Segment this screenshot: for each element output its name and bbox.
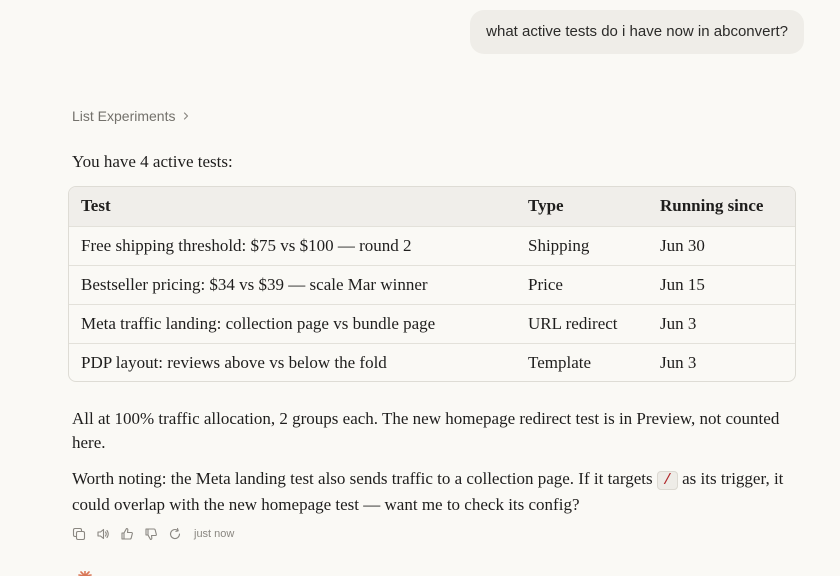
response-paragraph-allocation: All at 100% traffic allocation, 2 groups each. The new homepage redirect test is in Preview, not counted here. bbox=[72, 409, 780, 452]
thumbs-up-icon[interactable] bbox=[120, 527, 134, 541]
inline-code-trigger: / bbox=[657, 471, 678, 490]
header-running-since: Running since bbox=[648, 187, 795, 226]
cell-type: Price bbox=[516, 265, 648, 304]
message-timestamp: just now bbox=[194, 528, 235, 540]
cell-test: PDP layout: reviews above vs below the fold bbox=[81, 352, 387, 372]
chevron-right-icon bbox=[181, 111, 191, 121]
response-paragraph-note bbox=[72, 467, 792, 517]
table-row bbox=[69, 226, 795, 265]
tool-call-toggle[interactable] bbox=[72, 106, 191, 126]
cell-since: Jun 3 bbox=[660, 352, 697, 372]
cell-since: Jun 3 bbox=[648, 304, 795, 343]
experiments-table bbox=[68, 186, 796, 382]
copy-icon[interactable] bbox=[72, 527, 86, 541]
note-text-before: Worth noting: the Meta landing test also sends traffic to a collection page. If it targets bbox=[72, 469, 657, 488]
cell-type: Template bbox=[528, 352, 592, 372]
cell-test: Meta traffic landing: collection page vs bundle page bbox=[69, 304, 516, 343]
cell-since: Jun 15 bbox=[648, 265, 795, 304]
tool-call-label: List Experiments bbox=[72, 108, 176, 124]
thumbs-down-icon[interactable] bbox=[144, 527, 158, 541]
response-intro: You have 4 active tests: bbox=[72, 152, 233, 171]
speaker-icon[interactable] bbox=[96, 527, 110, 541]
cell-test: Free shipping threshold: $75 vs $100 — round 2 bbox=[69, 226, 516, 265]
assistant-logo-icon bbox=[76, 571, 94, 576]
table-row bbox=[69, 343, 795, 382]
user-message-text: what active tests do i have now in abconvert? bbox=[486, 23, 788, 40]
retry-icon[interactable] bbox=[168, 527, 182, 541]
cell-type: URL redirect bbox=[516, 304, 648, 343]
user-message-bubble bbox=[470, 10, 804, 54]
header-test: Test bbox=[69, 187, 516, 226]
note-text-after: as its trigger, it could overlap with the new homepage test — want me to check its config? bbox=[72, 469, 784, 514]
cell-type: Shipping bbox=[516, 226, 648, 265]
cell-since: Jun 30 bbox=[648, 226, 795, 265]
table-row bbox=[69, 304, 795, 343]
header-type: Type bbox=[516, 187, 648, 226]
table-row bbox=[69, 265, 795, 304]
cell-test: Bestseller pricing: $34 vs $39 — scale Mar winner bbox=[69, 265, 516, 304]
message-actions bbox=[72, 526, 234, 542]
table-header-row bbox=[69, 187, 795, 226]
